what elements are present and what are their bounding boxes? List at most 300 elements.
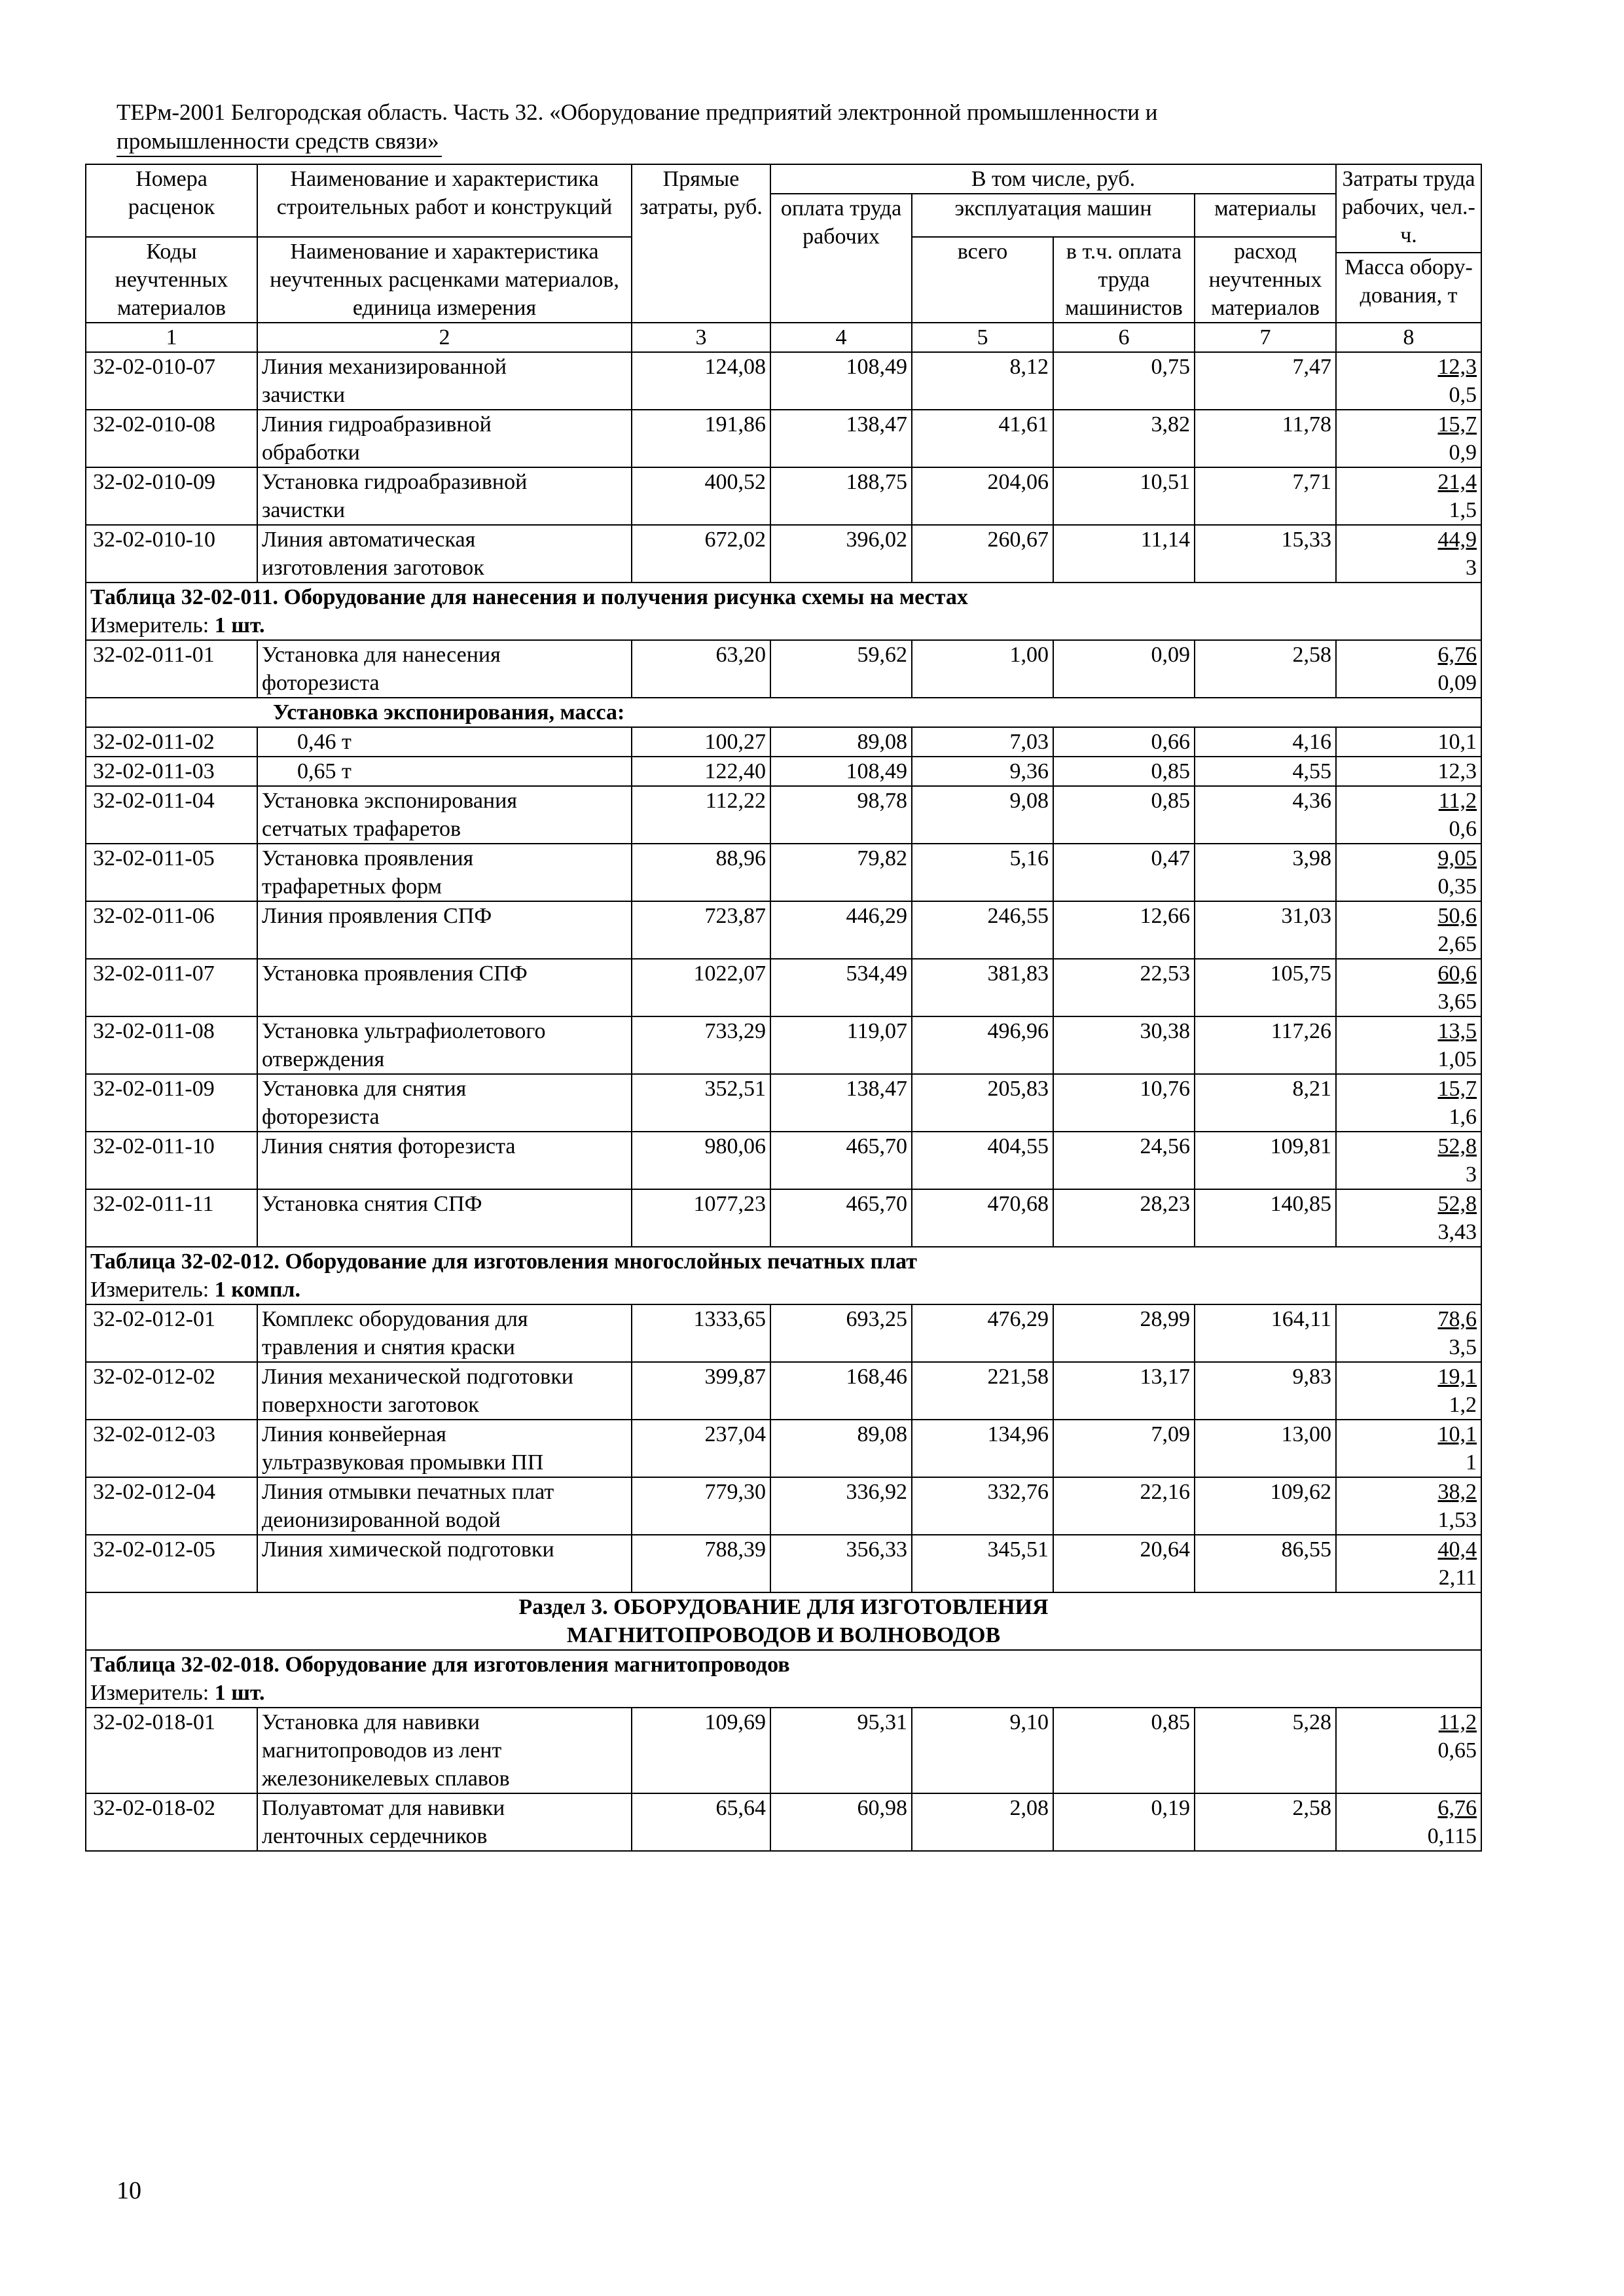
rates-table-sheet (85, 164, 1481, 1852)
materials-cost: 2,58 (1195, 640, 1336, 698)
equipment-mass: 3,43 (1437, 1219, 1477, 1244)
labor-and-mass (1336, 1793, 1481, 1851)
rate-code: 32-02-011-01 (86, 640, 257, 698)
table-row (86, 410, 1481, 467)
machines-total: 134,96 (912, 1420, 1053, 1477)
rate-code: 32-02-012-02 (86, 1362, 257, 1420)
labor-and-mass (1336, 640, 1481, 698)
rate-code: 32-02-018-01 (86, 1708, 257, 1793)
rate-name-line: Линия химической подготовки (262, 1537, 554, 1562)
labor-hours: 6,76 (1437, 1795, 1477, 1820)
col-number: 2 (257, 323, 632, 352)
table-row (86, 959, 1481, 1016)
meter (86, 611, 1481, 640)
labor-and-mass (1336, 352, 1481, 410)
direct-cost: 1077,23 (632, 1189, 770, 1247)
machinist-labor: 0,47 (1053, 844, 1195, 901)
rate-name (257, 467, 632, 525)
rate-name-line: Установка ультрафиолетового (262, 1018, 546, 1043)
labor-and-mass (1336, 901, 1481, 959)
rate-name (257, 757, 632, 786)
machinist-labor: 3,82 (1053, 410, 1195, 467)
col-number: 4 (770, 323, 912, 352)
section-line-1: Раздел 3. ОБОРУДОВАНИЕ ДЛЯ ИЗГОТОВЛЕНИЯ (518, 1594, 1049, 1619)
document-header (117, 98, 1452, 157)
labor-hours: 11,2 (1438, 1710, 1477, 1734)
col-number: 6 (1053, 323, 1195, 352)
machinist-labor: 20,64 (1053, 1535, 1195, 1592)
rate-name-line: Полуавтомат для навивки (262, 1795, 505, 1820)
machinist-labor: 10,51 (1053, 467, 1195, 525)
rate-name (257, 525, 632, 583)
rates-table (85, 164, 1482, 1852)
direct-cost: 1022,07 (632, 959, 770, 1016)
materials-cost: 11,78 (1195, 410, 1336, 467)
machinist-labor: 7,09 (1053, 1420, 1195, 1477)
table-row (86, 525, 1481, 583)
rate-name-line: магнитопроводов из лент (262, 1738, 502, 1763)
rate-name-line: фоторезиста (262, 670, 380, 695)
col-number: 8 (1336, 323, 1481, 352)
rate-name (257, 1362, 632, 1420)
equipment-mass: 2,11 (1438, 1565, 1477, 1590)
group-row (86, 698, 1481, 727)
direct-cost: 65,64 (632, 1793, 770, 1851)
labor-cost: 465,70 (770, 1189, 912, 1247)
materials-cost: 140,85 (1195, 1189, 1336, 1247)
equipment-mass: 2,65 (1437, 931, 1477, 956)
labor-hours: 52,8 (1437, 1191, 1477, 1216)
rate-name (257, 1708, 632, 1793)
table-row (86, 757, 1481, 786)
meter-row (86, 611, 1481, 640)
labor-and-mass (1336, 786, 1481, 844)
rate-name-line: трафаретных форм (262, 874, 442, 899)
labor-and-mass (1336, 1304, 1481, 1362)
machinist-labor: 22,53 (1053, 959, 1195, 1016)
meter (86, 1276, 1481, 1304)
rate-name-line: Линия гидроабразивной (262, 412, 492, 437)
machines-total: 41,61 (912, 410, 1053, 467)
rate-name-line: Линия проявления СПФ (262, 903, 492, 928)
rate-code: 32-02-011-07 (86, 959, 257, 1016)
machines-total: 1,00 (912, 640, 1053, 698)
col2-header-bottom: Наименование и характеристика неучтенных расценками материалов, единица измерения (257, 237, 632, 323)
direct-cost: 63,20 (632, 640, 770, 698)
table-title: Таблица 32-02-011. Оборудование для нанесения и получения рисунка схемы на местах (86, 583, 1481, 611)
direct-cost: 672,02 (632, 525, 770, 583)
rate-name-line: Линия автоматическая (262, 527, 476, 552)
rate-name-line: Линия снятия фоторезиста (262, 1134, 516, 1158)
labor-and-mass (1336, 757, 1481, 786)
machines-total: 2,08 (912, 1793, 1053, 1851)
rate-code: 32-02-010-09 (86, 467, 257, 525)
labor-and-mass (1336, 1708, 1481, 1793)
machines-total: 204,06 (912, 467, 1053, 525)
rate-name-line: деионизированной водой (262, 1507, 501, 1532)
labor-hours: 10,1 (1437, 729, 1477, 754)
labor-and-mass (1336, 410, 1481, 467)
rate-code: 32-02-011-11 (86, 1189, 257, 1247)
machines-total: 246,55 (912, 901, 1053, 959)
machinist-labor: 0,85 (1053, 757, 1195, 786)
machinist-labor: 22,16 (1053, 1477, 1195, 1535)
equipment-mass: 1,2 (1449, 1392, 1477, 1417)
rate-code: 32-02-010-10 (86, 525, 257, 583)
rate-name (257, 1420, 632, 1477)
rate-code: 32-02-012-01 (86, 1304, 257, 1362)
rate-name-line: отверждения (262, 1047, 385, 1071)
machines-total: 332,76 (912, 1477, 1053, 1535)
machines-total: 496,96 (912, 1016, 1053, 1074)
labor-and-mass (1336, 1074, 1481, 1132)
equipment-mass: 3,65 (1437, 989, 1477, 1014)
labor-hours: 15,7 (1437, 412, 1477, 437)
col4-header: оплата труда рабочих (770, 194, 912, 323)
labor-cost: 356,33 (770, 1535, 912, 1592)
col7-header: расход неучтенных материалов (1195, 237, 1336, 323)
rate-name-line: зачистки (262, 497, 346, 522)
equipment-mass: 0,35 (1437, 874, 1477, 899)
rate-name-line: Установка проявления СПФ (262, 961, 528, 986)
machines-total: 9,36 (912, 757, 1053, 786)
machinist-labor: 0,09 (1053, 640, 1195, 698)
col5-header: всего (912, 237, 1053, 323)
table-row (86, 1304, 1481, 1362)
rate-name-line: ленточных сердечников (262, 1823, 488, 1848)
meter-label: Измеритель: (90, 613, 209, 637)
equipment-mass: 1,6 (1449, 1104, 1477, 1129)
header-line-2: промышленности средств связи» (117, 127, 442, 157)
rate-name (257, 786, 632, 844)
rate-code: 32-02-010-07 (86, 352, 257, 410)
labor-cost: 79,82 (770, 844, 912, 901)
labor-hours: 13,5 (1437, 1018, 1477, 1043)
col6-header: в т.ч. оплата труда машинистов (1053, 237, 1195, 323)
labor-and-mass (1336, 1535, 1481, 1592)
rate-name (257, 1477, 632, 1535)
meter (86, 1679, 1481, 1708)
materials-cost: 3,98 (1195, 844, 1336, 901)
machines-total: 470,68 (912, 1189, 1053, 1247)
table-row (86, 844, 1481, 901)
labor-and-mass (1336, 1477, 1481, 1535)
rate-name-line: Линия механизированной (262, 354, 507, 379)
machines-total: 381,83 (912, 959, 1053, 1016)
direct-cost: 733,29 (632, 1016, 770, 1074)
labor-cost: 108,49 (770, 757, 912, 786)
machines-total: 221,58 (912, 1362, 1053, 1420)
rate-name (257, 844, 632, 901)
machinist-labor: 11,14 (1053, 525, 1195, 583)
materials-cost: 109,81 (1195, 1132, 1336, 1189)
direct-cost: 1333,65 (632, 1304, 770, 1362)
rate-name-line: Линия механической подготовки (262, 1364, 573, 1389)
labor-hours: 50,6 (1437, 903, 1477, 928)
machinist-labor: 0,19 (1053, 1793, 1195, 1851)
rate-name-line: железоникелевых сплавов (262, 1766, 510, 1791)
equipment-mass: 1 (1466, 1450, 1477, 1475)
labor-cost: 138,47 (770, 410, 912, 467)
rate-name-line: ультразвуковая промывки ПП (262, 1450, 544, 1475)
rate-code: 32-02-012-05 (86, 1535, 257, 1592)
section-row (86, 1592, 1481, 1650)
labor-cost: 89,08 (770, 727, 912, 757)
rate-name-line: Установка снятия СПФ (262, 1191, 482, 1216)
direct-cost: 399,87 (632, 1362, 770, 1420)
table-body (86, 164, 1481, 1851)
labor-cost: 465,70 (770, 1132, 912, 1189)
materials-cost: 15,33 (1195, 525, 1336, 583)
table-012-title (86, 1247, 1481, 1276)
rate-name (257, 1304, 632, 1362)
direct-cost: 124,08 (632, 352, 770, 410)
direct-cost: 191,86 (632, 410, 770, 467)
equipment-mass: 0,9 (1449, 440, 1477, 465)
materials-cost: 7,71 (1195, 467, 1336, 525)
labor-and-mass (1336, 959, 1481, 1016)
labor-hours: 6,76 (1437, 642, 1477, 667)
machinist-labor: 0,75 (1053, 352, 1195, 410)
page-number: 10 (117, 2177, 141, 2204)
equipment-mass: 1,5 (1449, 497, 1477, 522)
direct-cost: 980,06 (632, 1132, 770, 1189)
labor-cost: 119,07 (770, 1016, 912, 1074)
rate-name (257, 1132, 632, 1189)
equipment-mass: 1,05 (1437, 1047, 1477, 1071)
labor-and-mass (1336, 1189, 1481, 1247)
direct-cost: 109,69 (632, 1708, 770, 1793)
rate-name-line: Установка для нанесения (262, 642, 501, 667)
table-row (86, 1016, 1481, 1074)
materials-header: материалы (1195, 194, 1336, 237)
machines-total: 7,03 (912, 727, 1053, 757)
materials-cost: 9,83 (1195, 1362, 1336, 1420)
col1-header-top: Номера расценок (86, 164, 257, 237)
rate-name (257, 727, 632, 757)
col-number: 1 (86, 323, 257, 352)
machinist-labor: 24,56 (1053, 1132, 1195, 1189)
machines-total: 8,12 (912, 352, 1053, 410)
labor-and-mass (1336, 1132, 1481, 1189)
direct-cost: 788,39 (632, 1535, 770, 1592)
rate-code: 32-02-011-02 (86, 727, 257, 757)
labor-hours: 21,4 (1437, 469, 1477, 494)
rate-name-line: Установка проявления (262, 846, 474, 870)
table-row (86, 1132, 1481, 1189)
machines-total: 5,16 (912, 844, 1053, 901)
labor-cost: 60,98 (770, 1793, 912, 1851)
table-row (86, 1477, 1481, 1535)
table-row (86, 727, 1481, 757)
materials-cost: 86,55 (1195, 1535, 1336, 1592)
rate-name (257, 1074, 632, 1132)
section-line-2: МАГНИТОПРОВОДОВ И ВОЛНОВОДОВ (566, 1623, 1001, 1647)
rate-name-line: 0,65 т (297, 759, 352, 783)
materials-cost: 164,11 (1195, 1304, 1336, 1362)
machines-total: 205,83 (912, 1074, 1053, 1132)
equipment-mass: 0,5 (1449, 382, 1477, 407)
table-row (86, 1535, 1481, 1592)
rate-name-line: изготовления заготовок (262, 555, 484, 580)
machines-total: 404,55 (912, 1132, 1053, 1189)
labor-cost: 168,46 (770, 1362, 912, 1420)
table-row (86, 1420, 1481, 1477)
rate-code: 32-02-011-06 (86, 901, 257, 959)
table-row (86, 786, 1481, 844)
rate-name (257, 352, 632, 410)
labor-cost: 98,78 (770, 786, 912, 844)
materials-cost: 4,36 (1195, 786, 1336, 844)
rate-name-line: обработки (262, 440, 360, 465)
rate-name-line: Установка экспонирования (262, 788, 517, 813)
labor-hours: 52,8 (1437, 1134, 1477, 1158)
table-011-title (86, 583, 1481, 611)
labor-and-mass (1336, 1362, 1481, 1420)
equipment-mass: 3 (1466, 1162, 1477, 1187)
rate-name-line: зачистки (262, 382, 346, 407)
labor-cost: 336,92 (770, 1477, 912, 1535)
table-row (86, 467, 1481, 525)
labor-hours: 44,9 (1437, 527, 1477, 552)
equipment-mass: 0,115 (1427, 1823, 1477, 1848)
labor-hours: 38,2 (1437, 1479, 1477, 1504)
machines-total: 9,08 (912, 786, 1053, 844)
labor-cost: 188,75 (770, 467, 912, 525)
materials-cost: 117,26 (1195, 1016, 1336, 1074)
rate-name-line: сетчатых трафаретов (262, 816, 461, 841)
labor-hours: 12,3 (1437, 354, 1477, 379)
labor-hours: 9,05 (1437, 846, 1477, 870)
labor-hours: 78,6 (1437, 1306, 1477, 1331)
machinist-labor: 30,38 (1053, 1016, 1195, 1074)
rate-name (257, 901, 632, 959)
rate-name-line: Установка гидроабразивной (262, 469, 528, 494)
materials-cost: 4,16 (1195, 727, 1336, 757)
direct-cost: 88,96 (632, 844, 770, 901)
meter-label: Измеритель: (90, 1277, 209, 1302)
direct-cost: 237,04 (632, 1420, 770, 1477)
machinist-labor: 0,85 (1053, 1708, 1195, 1793)
equipment-mass: 3 (1466, 555, 1477, 580)
rate-name (257, 959, 632, 1016)
rate-code: 32-02-012-03 (86, 1420, 257, 1477)
labor-cost: 396,02 (770, 525, 912, 583)
labor-cost: 534,49 (770, 959, 912, 1016)
rate-name-line: Установка для снятия (262, 1076, 467, 1101)
column-numbers-row (86, 323, 1481, 352)
materials-cost: 8,21 (1195, 1074, 1336, 1132)
materials-cost: 105,75 (1195, 959, 1336, 1016)
table-title: Таблица 32-02-018. Оборудование для изготовления магнитопроводов (86, 1650, 1481, 1679)
labor-cost: 446,29 (770, 901, 912, 959)
meter-label: Измеритель: (90, 1680, 209, 1705)
rate-code: 32-02-011-03 (86, 757, 257, 786)
rate-code: 32-02-010-08 (86, 410, 257, 467)
materials-cost: 2,58 (1195, 1793, 1336, 1851)
labor-and-mass (1336, 727, 1481, 757)
machinist-labor: 13,17 (1053, 1362, 1195, 1420)
materials-cost: 5,28 (1195, 1708, 1336, 1793)
rate-name-line: Установка для навивки (262, 1710, 480, 1734)
meter-value: 1 шт. (214, 1680, 265, 1705)
col2-header-top: Наименование и характеристика строительных работ и конструкций (257, 164, 632, 237)
equipment-mass: 0,09 (1437, 670, 1477, 695)
direct-cost: 112,22 (632, 786, 770, 844)
col1-header-bottom: Коды неучтенных материалов (86, 237, 257, 323)
col3-header: Прямые затраты, руб. (632, 164, 770, 323)
machinist-labor: 12,66 (1053, 901, 1195, 959)
machinist-labor: 28,99 (1053, 1304, 1195, 1362)
col-number: 5 (912, 323, 1053, 352)
rate-name (257, 640, 632, 698)
machines-total: 345,51 (912, 1535, 1053, 1592)
rate-name-line: поверхности заготовок (262, 1392, 479, 1417)
header-row-1 (86, 164, 1481, 194)
rate-name-line: Линия отмывки печатных плат (262, 1479, 554, 1504)
machines-total: 260,67 (912, 525, 1053, 583)
table-row (86, 1708, 1481, 1793)
machines-header: эксплуатация машин (912, 194, 1195, 237)
machinist-labor: 28,23 (1053, 1189, 1195, 1247)
header-line-1: ТЕРм-2001 Белгородская область. Часть 32. «Оборудование предприятий электронной промышленности и (117, 99, 1158, 125)
labor-cost: 138,47 (770, 1074, 912, 1132)
materials-cost: 109,62 (1195, 1477, 1336, 1535)
table-row (86, 901, 1481, 959)
included-header: В том числе, руб. (770, 164, 1336, 194)
materials-cost: 31,03 (1195, 901, 1336, 959)
equipment-mass: 3,5 (1449, 1335, 1477, 1359)
rate-name (257, 1793, 632, 1851)
meter-value: 1 компл. (214, 1277, 301, 1302)
labor-hours: 40,4 (1437, 1537, 1477, 1562)
direct-cost: 400,52 (632, 467, 770, 525)
rate-name (257, 1016, 632, 1074)
table-row (86, 352, 1481, 410)
table-row (86, 1362, 1481, 1420)
machines-total: 9,10 (912, 1708, 1053, 1793)
direct-cost: 723,87 (632, 901, 770, 959)
labor-hours: 10,1 (1437, 1422, 1477, 1446)
rate-code: 32-02-011-05 (86, 844, 257, 901)
meter-row (86, 1276, 1481, 1304)
section-heading (86, 1592, 1481, 1650)
rate-name-line: 0,46 т (297, 729, 352, 754)
rate-name-line: фоторезиста (262, 1104, 380, 1129)
rate-name (257, 1189, 632, 1247)
labor-and-mass (1336, 844, 1481, 901)
labor-and-mass (1336, 1420, 1481, 1477)
machinist-labor: 0,85 (1053, 786, 1195, 844)
direct-cost: 100,27 (632, 727, 770, 757)
labor-and-mass (1336, 467, 1481, 525)
labor-and-mass (1336, 1016, 1481, 1074)
labor-cost: 693,25 (770, 1304, 912, 1362)
direct-cost: 122,40 (632, 757, 770, 786)
direct-cost: 779,30 (632, 1477, 770, 1535)
col-number: 3 (632, 323, 770, 352)
rate-name (257, 410, 632, 467)
direct-cost: 352,51 (632, 1074, 770, 1132)
equipment-mass: 0,65 (1437, 1738, 1477, 1763)
col8-header-top: Затраты труда рабочих, чел.-ч. (1336, 164, 1481, 253)
materials-cost: 7,47 (1195, 352, 1336, 410)
labor-hours: 19,1 (1437, 1364, 1477, 1389)
table-row (86, 1793, 1481, 1851)
machinist-labor: 10,76 (1053, 1074, 1195, 1132)
machines-total: 476,29 (912, 1304, 1053, 1362)
labor-hours: 60,6 (1437, 961, 1477, 986)
